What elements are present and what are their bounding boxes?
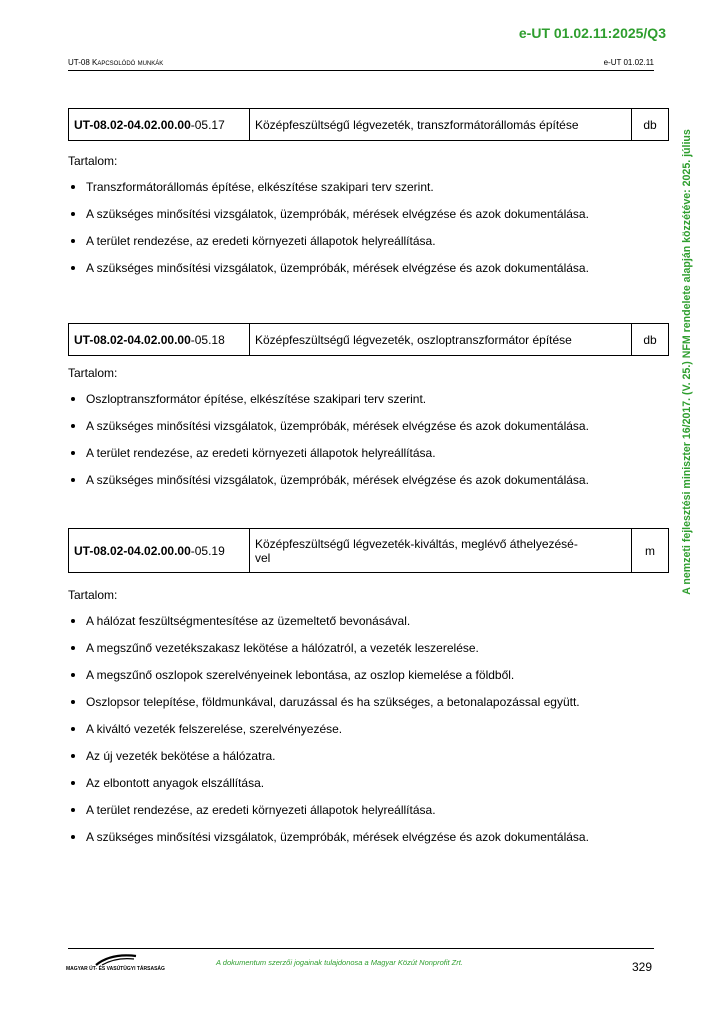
item-title: Középfeszültségű légvezeték-kiváltás, meglévő áthelyezésé- vel: [250, 529, 632, 573]
running-header: [68, 58, 654, 71]
list-item: A szükséges minősítési vizsgálatok, üzempróbák, mérések elvégzése és azok dokumentálása.: [68, 261, 668, 288]
item-title: Középfeszültségű légvezeték, transzformátorállomás építése: [250, 109, 632, 141]
item-code: UT-08.02-04.02.00.00-05.17: [69, 109, 250, 141]
item-content-05-19: [68, 588, 668, 857]
list-item: A hálózat feszültségmentesítése az üzemeltető bevonásával.: [68, 614, 668, 641]
list-item: A terület rendezése, az eredeti környezeti állapotok helyreállítása.: [68, 803, 668, 830]
list-item: A szükséges minősítési vizsgálatok, üzempróbák, mérések elvégzése és azok dokumentálása.: [68, 830, 668, 857]
copyright-note: A dokumentum szerzői jogainak tulajdonosa a Magyar Közút Nonprofit Zrt.: [216, 958, 463, 967]
item-unit: db: [632, 324, 669, 356]
list-item: A szükséges minősítési vizsgálatok, üzempróbák, mérések elvégzése és azok dokumentálása.: [68, 419, 668, 446]
list-item: Oszlopsor telepítése, földmunkával, daruzással és ha szükséges, a betonalapozással együtt.: [68, 695, 668, 722]
list-item: Az elbontott anyagok elszállítása.: [68, 776, 668, 803]
list-item: Transzformátorállomás építése, elkészítése szakipari terv szerint.: [68, 180, 668, 207]
section-title: UT-08 Kapcsolódó munkák: [68, 58, 164, 67]
list-item: Az új vezeték bekötése a hálózatra.: [68, 749, 668, 776]
item-title: Középfeszültségű légvezeték, oszloptranszformátor építése: [250, 324, 632, 356]
item-table-05-17: [68, 108, 669, 141]
footer-divider: [68, 948, 654, 949]
item-content-05-17: [68, 154, 668, 288]
list-item: A megszűnő oszlopok szerelvényeinek lebontása, az oszlop kiemelése a földből.: [68, 668, 668, 695]
list-item: A kiváltó vezeték felszerelése, szerelvényezése.: [68, 722, 668, 749]
page-number: 329: [631, 960, 652, 974]
content-label: Tartalom:: [68, 154, 118, 168]
bullet-list: [68, 614, 668, 857]
list-item: A megszűnő vezetékszakasz lekötése a hálózatról, a vezeték leszerelése.: [68, 641, 668, 668]
list-item: A terület rendezése, az eredeti környezeti állapotok helyreállítása.: [68, 234, 668, 261]
organization-logo: [66, 952, 166, 972]
list-item: A szükséges minősítési vizsgálatok, üzempróbák, mérések elvégzése és azok dokumentálása.: [68, 473, 668, 500]
bullet-list: [68, 392, 668, 500]
list-item: A szükséges minősítési vizsgálatok, üzempróbák, mérések elvégzése és azok dokumentálása.: [68, 207, 668, 234]
content-label: Tartalom:: [68, 588, 118, 602]
document-code: e-UT 01.02.11:2025/Q3: [518, 25, 666, 41]
item-table-05-19: [68, 528, 669, 573]
side-notice: A nemzeti fejlesztési miniszter 16/2017. (V. 25.) NFM rendelete alapján közzétéve: 2025. július: [681, 129, 693, 595]
item-unit: db: [632, 109, 669, 141]
list-item: Oszloptranszformátor építése, elkészítése szakipari terv szerint.: [68, 392, 668, 419]
content-label: Tartalom:: [68, 366, 118, 380]
organization-name: MAGYAR ÚT- ÉS VASÚTÜGYI TÁRSASÁG: [66, 966, 165, 972]
bullet-list: [68, 180, 668, 288]
list-item: A terület rendezése, az eredeti környezeti állapotok helyreállítása.: [68, 446, 668, 473]
road-arc-icon: [66, 952, 166, 966]
item-code: UT-08.02-04.02.00.00-05.19: [69, 529, 250, 573]
header-code: e-UT 01.02.11: [603, 58, 654, 67]
item-table-05-18: [68, 323, 669, 356]
item-code: UT-08.02-04.02.00.00-05.18: [69, 324, 250, 356]
item-unit: m: [632, 529, 669, 573]
item-content-05-18: [68, 366, 668, 500]
